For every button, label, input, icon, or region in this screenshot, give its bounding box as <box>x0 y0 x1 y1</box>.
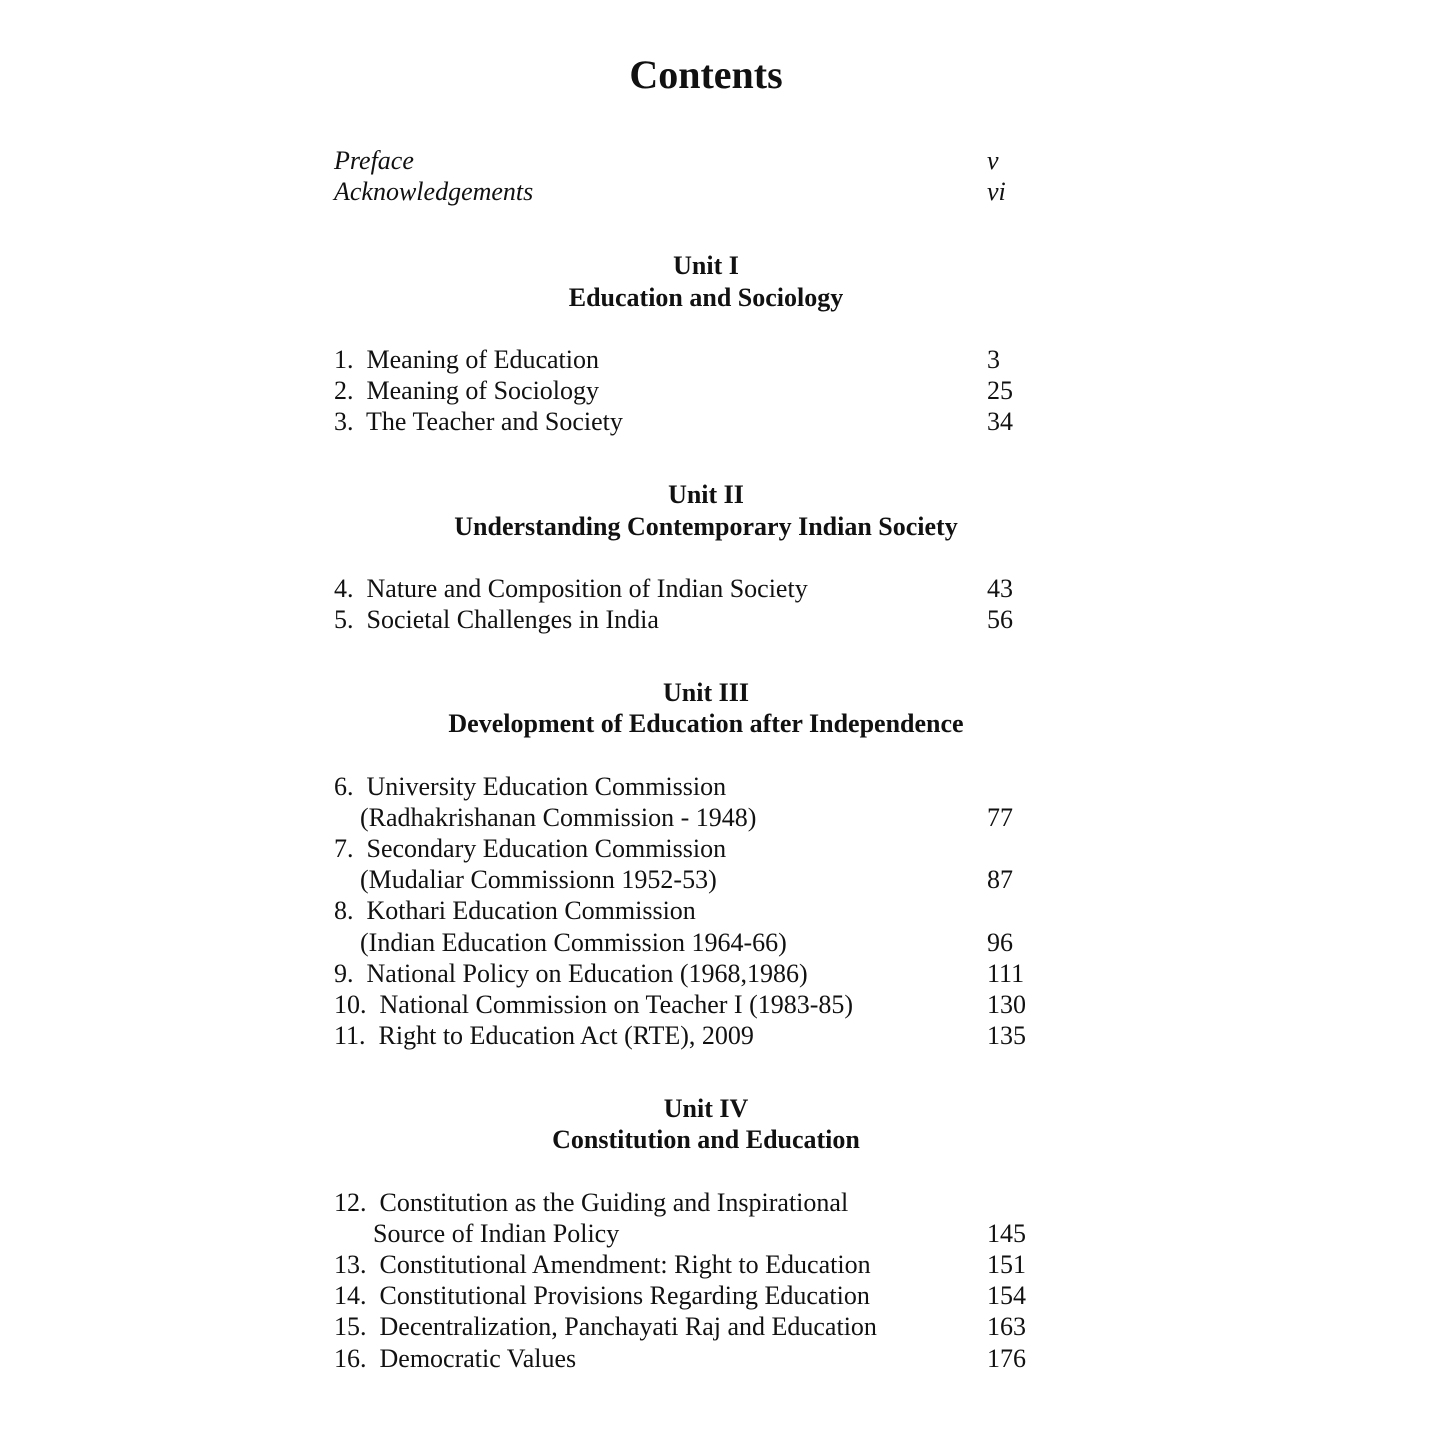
entry-title: Decentralization, Panchayati Raj and Education <box>379 1312 877 1342</box>
toc-entry-chapter-14[interactable] <box>334 1280 1054 1311</box>
unit-heading-block <box>334 1093 1078 1155</box>
table-of-contents <box>334 145 1054 1374</box>
entry-page-number: 111 <box>987 958 1025 988</box>
entry-title: Constitutional Amendment: Right to Education <box>379 1250 871 1280</box>
entry-title: Preface <box>334 146 414 175</box>
chapter-number: 8. <box>334 896 360 926</box>
toc-entry-chapter-4[interactable] <box>334 573 1054 604</box>
entry-title-continuation: (Indian Education Commission 1964-66) <box>360 927 787 957</box>
toc-entry-chapter-6[interactable] <box>334 771 1054 833</box>
toc-entry-preface[interactable] <box>334 145 1054 176</box>
entry-title: Democratic Values <box>379 1343 577 1373</box>
unit-label: Unit I <box>673 251 739 281</box>
toc-entry-acknowledgements[interactable] <box>334 176 1054 207</box>
entry-title: Secondary Education Commission <box>366 833 727 863</box>
entry-title: Constitutional Provisions Regarding Education <box>379 1281 870 1311</box>
toc-entry-chapter-3[interactable] <box>334 406 1054 437</box>
chapter-number: 3. <box>334 407 360 437</box>
entry-page-number: 130 <box>987 989 1026 1019</box>
chapter-number: 16. <box>334 1343 373 1373</box>
toc-entry-chapter-11[interactable] <box>334 1020 1054 1051</box>
entry-title: University Education Commission <box>366 771 727 801</box>
entry-page-number: v <box>987 146 999 175</box>
entry-page-number: 3 <box>987 344 1000 374</box>
chapter-number: 6. <box>334 771 360 801</box>
toc-entry-chapter-16[interactable] <box>334 1343 1054 1374</box>
entry-title: Nature and Composition of Indian Society <box>366 573 808 603</box>
entry-title: National Policy on Education (1968,1986) <box>366 958 808 988</box>
entry-page-number: 163 <box>987 1312 1026 1342</box>
entry-page-number: 34 <box>987 407 1013 437</box>
unit-label: Unit II <box>668 480 744 510</box>
chapter-number: 10. <box>334 989 373 1019</box>
unit-heading-block <box>334 677 1078 739</box>
entry-page-number: vi <box>987 177 1006 207</box>
chapter-number: 1. <box>334 344 360 374</box>
entry-page-number: 151 <box>987 1250 1026 1280</box>
entry-title-continuation: Source of Indian Policy <box>373 1218 620 1248</box>
chapter-number: 2. <box>334 375 360 405</box>
entry-title-continuation: (Mudaliar Commissionn 1952-53) <box>360 865 717 895</box>
entry-page-number: 135 <box>987 1021 1026 1051</box>
unit-title: Education and Sociology <box>568 282 844 312</box>
unit-title: Development of Education after Independence <box>448 709 964 739</box>
unit-label: Unit III <box>663 678 749 708</box>
chapter-number: 15. <box>334 1312 373 1342</box>
entry-page-number: 176 <box>987 1343 1026 1373</box>
unit-heading-block <box>334 479 1078 541</box>
entry-page-number: 25 <box>987 375 1013 405</box>
toc-entry-chapter-10[interactable] <box>334 989 1054 1020</box>
chapter-number: 5. <box>334 604 360 634</box>
toc-entry-chapter-15[interactable] <box>334 1311 1054 1342</box>
entry-title: The Teacher and Society <box>366 407 623 437</box>
chapter-number: 14. <box>334 1281 373 1311</box>
entry-title: Societal Challenges in India <box>366 604 659 634</box>
entry-title: National Commission on Teacher I (1983-85) <box>379 989 854 1019</box>
entry-title-continuation: (Radhakrishanan Commission - 1948) <box>360 802 757 832</box>
entry-page-number: 87 <box>987 865 1013 895</box>
entry-title: Meaning of Education <box>366 344 599 374</box>
chapter-number: 11. <box>334 1021 373 1051</box>
entry-page-number: 77 <box>987 802 1013 832</box>
chapter-number: 4. <box>334 573 360 603</box>
entry-page-number: 56 <box>987 604 1013 634</box>
toc-entry-chapter-13[interactable] <box>334 1249 1054 1280</box>
chapter-number: 12. <box>334 1187 373 1217</box>
toc-entry-chapter-7[interactable] <box>334 833 1054 895</box>
entry-page-number: 145 <box>987 1218 1026 1248</box>
entry-title: Constitution as the Guiding and Inspirational <box>379 1187 849 1217</box>
chapter-number: 7. <box>334 833 360 863</box>
unit-heading-block <box>334 250 1078 312</box>
entry-title: Meaning of Sociology <box>366 375 600 405</box>
chapter-number: 13. <box>334 1250 373 1280</box>
entry-page-number: 96 <box>987 927 1013 957</box>
toc-entry-chapter-9[interactable] <box>334 958 1054 989</box>
unit-label: Unit IV <box>663 1094 749 1124</box>
toc-entry-chapter-1[interactable] <box>334 344 1054 375</box>
toc-entry-chapter-2[interactable] <box>334 375 1054 406</box>
entry-title: Kothari Education Commission <box>366 896 696 926</box>
entry-title: Acknowledgements <box>334 177 534 207</box>
entry-page-number: 43 <box>987 573 1013 603</box>
unit-title: Constitution and Education <box>552 1125 860 1155</box>
toc-entry-chapter-5[interactable] <box>334 604 1054 635</box>
toc-entry-chapter-12[interactable] <box>334 1187 1054 1249</box>
chapter-number: 9. <box>334 958 360 988</box>
page-title: Contents <box>629 52 783 97</box>
unit-title: Understanding Contemporary Indian Society <box>454 511 958 541</box>
toc-entry-chapter-8[interactable] <box>334 895 1054 957</box>
entry-page-number: 154 <box>987 1281 1026 1311</box>
entry-title: Right to Education Act (RTE), 2009 <box>378 1021 754 1051</box>
